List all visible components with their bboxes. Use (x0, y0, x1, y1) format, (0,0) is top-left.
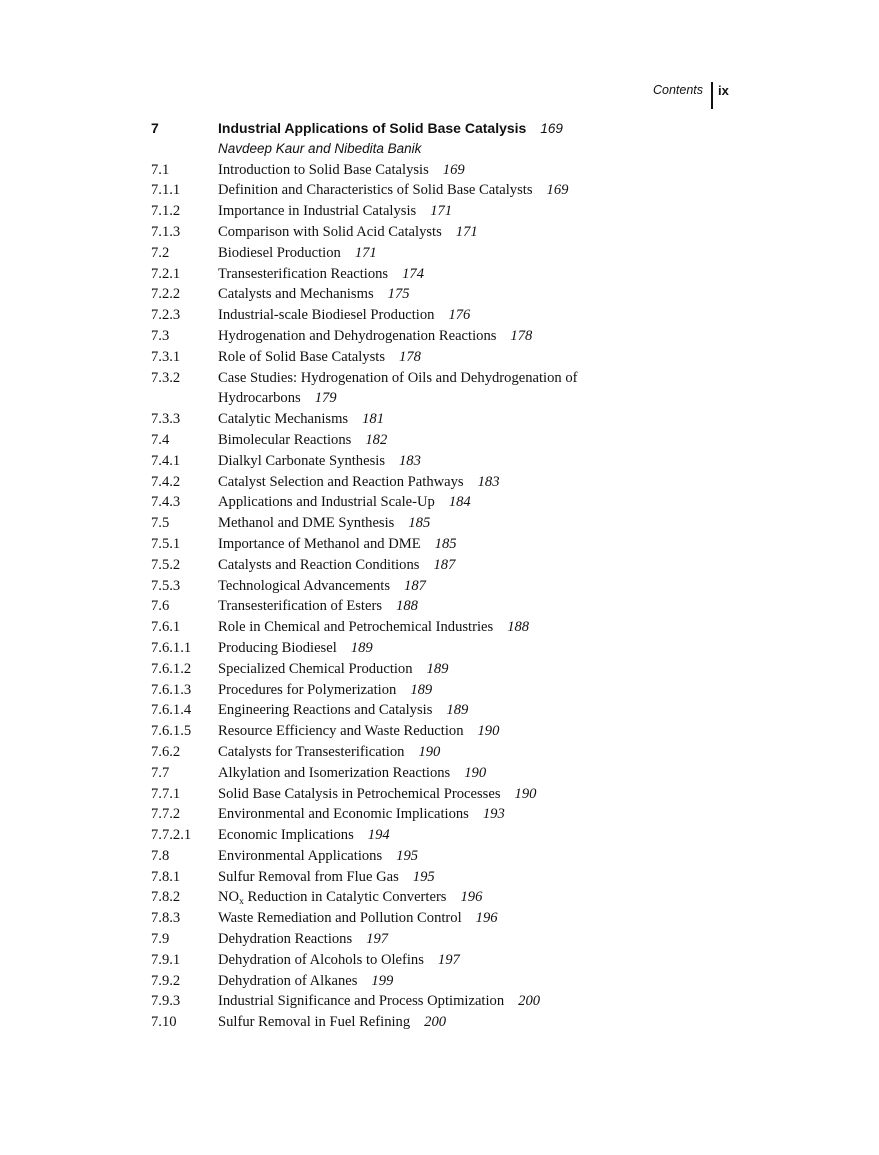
toc-entry-page: 185 (434, 535, 457, 552)
toc-entry (218, 347, 638, 368)
toc-entry-number: 7.8.3 (151, 910, 181, 927)
toc-entry-page: 178 (510, 327, 533, 344)
toc-entry-title: Catalysts and Mechanisms (218, 286, 374, 303)
toc-entry-page: 199 (371, 972, 394, 989)
toc-entry-page: 189 (446, 702, 469, 719)
toc-entry-page: 187 (404, 577, 426, 594)
toc-entry-row (0, 201, 879, 222)
page-number: ix (718, 83, 729, 98)
toc-entry-title: Producing Biodiesel (218, 639, 337, 656)
toc-entry-number: 7.5.1 (151, 535, 181, 552)
toc-entry-number: 7.3.3 (151, 411, 181, 428)
toc-entry-number: 7.8.1 (151, 868, 181, 885)
toc-entry (218, 430, 638, 451)
toc-entry-title: Catalytic Mechanisms (218, 411, 349, 428)
toc-entry-row (0, 908, 879, 929)
toc-entry (218, 409, 638, 430)
toc-entry-row (0, 804, 879, 825)
toc-entry-number: 7.7.2 (151, 806, 181, 823)
toc-entry-row (0, 1012, 879, 1033)
toc-entry (218, 846, 638, 867)
toc-entry (218, 243, 638, 264)
toc-entry-title: Procedures for Polymerization (218, 681, 397, 698)
toc-entry (218, 784, 638, 805)
toc-entry-row (0, 721, 879, 742)
toc-entry-number: 7.8 (151, 847, 170, 864)
running-header (0, 82, 879, 108)
toc-entry-number: 7.6.1.4 (151, 702, 192, 719)
toc-entry (218, 451, 638, 472)
toc-entry-row (0, 492, 879, 513)
toc-entry-title: Importance in Industrial Catalysis (218, 203, 417, 220)
toc-entry-title: Environmental Applications (218, 847, 383, 864)
toc-entry-page: 179 (314, 390, 337, 407)
toc-entry-page: 196 (475, 910, 498, 927)
toc-entry-title: Hydrogenation and Dehydrogenation Reactions (218, 327, 497, 344)
toc-entry-row (0, 846, 879, 867)
toc-entry-title: Role in Chemical and Petrochemical Industries (218, 619, 494, 636)
chapter-number: 7 (151, 120, 159, 136)
toc-entry-page: 196 (460, 889, 483, 906)
toc-entry-title: Resource Efficiency and Waste Reduction (218, 723, 464, 740)
toc-entry-number: 7.5.3 (151, 577, 181, 594)
toc-entry-number: 7.7.1 (151, 785, 181, 802)
toc-entry-row (0, 347, 879, 368)
toc-entry-page: 171 (430, 203, 453, 220)
toc-entry-page: 190 (477, 723, 500, 740)
toc-entry (218, 950, 638, 971)
toc-entry-title: Reduction in Catalytic Converters (243, 889, 447, 906)
toc-entry-number: 7.5 (151, 515, 170, 532)
toc-entry-page: 171 (455, 223, 478, 240)
toc-entry (218, 721, 638, 742)
toc-entry-title: Role of Solid Base Catalysts (218, 348, 386, 365)
toc-entry-page: 193 (482, 806, 505, 823)
toc-entry-number: 7.6.1.3 (151, 681, 192, 698)
chapter-title: Industrial Applications of Solid Base Catalysis (218, 120, 527, 136)
toc-entry-row (0, 971, 879, 992)
toc-entry (218, 576, 638, 597)
toc-entry-number: 7.3.2 (151, 369, 181, 386)
toc-entry (218, 160, 638, 181)
toc-entry-number: 7.2.1 (151, 265, 181, 282)
toc-entry-number: 7.7 (151, 764, 170, 781)
toc-entry-title-subscript: x (239, 897, 244, 908)
toc-entry (218, 825, 638, 846)
toc-entry-row (0, 617, 879, 638)
toc-entry (218, 804, 638, 825)
toc-entry-page: 200 (518, 993, 541, 1010)
toc-entry-title: Industrial Significance and Process Optimization (218, 993, 505, 1010)
toc-entry-title: Biodiesel Production (218, 244, 341, 261)
toc-entry (218, 659, 638, 680)
toc-entry-title: Dehydration Reactions (218, 931, 353, 948)
toc-entry-title: Engineering Reactions and Catalysis (218, 702, 433, 719)
toc-entry-page: 183 (477, 473, 500, 490)
toc-entry-number: 7.6.1.5 (151, 723, 192, 740)
toc-entry-title: Case Studies: Hydrogenation of Oils and Dehydrogenation of Hydrocarbons (218, 369, 578, 407)
toc-entry (218, 201, 638, 222)
toc-entry-row (0, 534, 879, 555)
toc-entry-number: 7.4.3 (151, 494, 181, 511)
toc-entry-page: 169 (442, 161, 465, 178)
toc-entry-title: Sulfur Removal in Fuel Refining (218, 1014, 411, 1031)
toc-entry-number: 7.6 (151, 598, 170, 615)
toc-entry-row (0, 700, 879, 721)
toc-entry-row (0, 680, 879, 701)
toc-entry-row (0, 784, 879, 805)
toc-entry-title: Catalysts and Reaction Conditions (218, 556, 420, 573)
toc-entry-title: Introduction to Solid Base Catalysis (218, 161, 429, 178)
toc-entry-page: 188 (396, 598, 418, 615)
toc-entry-number: 7.5.2 (151, 556, 181, 573)
toc-entry-title-prefix: NO (218, 889, 240, 906)
toc-entry (218, 908, 638, 929)
toc-entry-row (0, 950, 879, 971)
toc-entry-row (0, 929, 879, 950)
toc-entry-number: 7.9.3 (151, 993, 181, 1010)
toc-entry-page: 183 (399, 452, 421, 469)
toc-entry (218, 867, 638, 888)
toc-entry (218, 700, 638, 721)
toc-entry-number: 7.1 (151, 161, 170, 178)
toc-entry-page: 189 (350, 639, 373, 656)
toc-entry (218, 617, 638, 638)
toc-entry-number: 7.7.2.1 (151, 827, 192, 844)
toc-entry (218, 492, 638, 513)
chapter-page: 169 (540, 121, 563, 136)
toc-entry (218, 1012, 638, 1033)
toc-entry-title: Catalysts for Transesterification (218, 743, 405, 760)
toc-entry-number: 7.4.1 (151, 452, 181, 469)
toc-entry-number: 7.3 (151, 327, 170, 344)
toc-entry-number: 7.6.1.1 (151, 639, 192, 656)
toc-entry-number: 7.9 (151, 931, 170, 948)
toc-entry-page: 189 (426, 660, 449, 677)
table-of-contents (0, 118, 879, 1033)
toc-entry (218, 555, 638, 576)
toc-entry-row (0, 867, 879, 888)
toc-entry-number: 7.1.3 (151, 223, 181, 240)
toc-entry-row (0, 576, 879, 597)
toc-entry-row (0, 742, 879, 763)
toc-entry-title: Dehydration of Alkanes (218, 972, 358, 989)
toc-entry-number: 7.4 (151, 431, 170, 448)
toc-entry-row (0, 430, 879, 451)
toc-entry-row (0, 472, 879, 493)
toc-entry-title: Comparison with Solid Acid Catalysts (218, 223, 442, 240)
toc-entry-page: 185 (408, 515, 431, 532)
toc-entry-title: Definition and Characteristics of Solid Base Catalysts (218, 182, 533, 199)
toc-entry-page: 188 (507, 619, 530, 636)
toc-entry-title: Industrial-scale Biodiesel Production (218, 307, 435, 324)
toc-entry (218, 222, 638, 243)
toc-entry (218, 284, 638, 305)
toc-entry-title: Transesterification of Esters (218, 598, 383, 615)
toc-entry-page: 176 (448, 307, 471, 324)
toc-entry-number: 7.3.1 (151, 348, 181, 365)
toc-entry-page: 187 (433, 556, 456, 573)
toc-entry (218, 326, 638, 347)
toc-entry-page: 195 (396, 847, 419, 864)
toc-entry-row (0, 284, 879, 305)
toc-entry-page: 181 (362, 411, 384, 428)
toc-entry-page: 195 (412, 868, 435, 885)
toc-entry-number: 7.4.2 (151, 473, 181, 490)
toc-entry-title: Methanol and DME Synthesis (218, 515, 395, 532)
toc-entry-number: 7.2 (151, 244, 170, 261)
toc-entry-page: 171 (354, 244, 377, 261)
toc-entry-page: 200 (424, 1014, 447, 1031)
chapter-entry (218, 118, 638, 140)
toc-entry-title: Environmental and Economic Implications (218, 806, 469, 823)
toc-entry-row (0, 659, 879, 680)
toc-entry (218, 513, 638, 534)
toc-entry-row (0, 596, 879, 617)
toc-entry (218, 305, 638, 326)
toc-entry-title: Solid Base Catalysis in Petrochemical Processes (218, 785, 501, 802)
toc-entry-row (0, 305, 879, 326)
toc-entry-title: Technological Advancements (218, 577, 391, 594)
toc-entry-row (0, 763, 879, 784)
toc-entry-row (0, 991, 879, 1012)
toc-entry (218, 264, 638, 285)
toc-entry-number: 7.2.3 (151, 307, 181, 324)
toc-entry-title: Transesterification Reactions (218, 265, 389, 282)
toc-entry-page: 190 (418, 743, 441, 760)
toc-entry-number: 7.1.2 (151, 203, 181, 220)
chapter-authors-row (0, 139, 879, 160)
toc-entry (218, 180, 638, 201)
toc-entry-row (0, 326, 879, 347)
toc-entry-row (0, 825, 879, 846)
toc-entry (218, 680, 638, 701)
toc-entry-number: 7.6.2 (151, 743, 181, 760)
running-header-divider (711, 82, 713, 109)
toc-entry-row (0, 638, 879, 659)
toc-entry-row (0, 368, 879, 410)
toc-entry-number: 7.1.1 (151, 182, 181, 199)
toc-entry-row (0, 887, 879, 908)
toc-entry-row (0, 180, 879, 201)
toc-entry-title: Importance of Methanol and DME (218, 535, 421, 552)
toc-entry-title: Alkylation and Isomerization Reactions (218, 764, 451, 781)
toc-entry-page: 184 (448, 494, 471, 511)
toc-entry-page: 197 (366, 931, 389, 948)
toc-entry (218, 763, 638, 784)
toc-entry-row (0, 409, 879, 430)
toc-entry (218, 472, 638, 493)
chapter-authors: Navdeep Kaur and Nibedita Banik (218, 140, 422, 156)
toc-entry-row (0, 555, 879, 576)
toc-entry-page: 174 (402, 265, 424, 282)
toc-entry (218, 971, 638, 992)
toc-entry-title: Bimolecular Reactions (218, 431, 352, 448)
toc-entry-number: 7.6.1.2 (151, 660, 192, 677)
toc-entry (218, 742, 638, 763)
toc-entry-page: 194 (367, 827, 390, 844)
toc-entry-number: 7.9.2 (151, 972, 181, 989)
toc-entry-page: 190 (514, 785, 537, 802)
toc-entry (218, 368, 638, 410)
toc-entry-number: 7.9.1 (151, 951, 181, 968)
toc-entry-row (0, 451, 879, 472)
toc-entry-row (0, 160, 879, 181)
toc-chapter-row (0, 118, 879, 139)
toc-entry-title: Catalyst Selection and Reaction Pathways (218, 473, 464, 490)
toc-entry (218, 596, 638, 617)
toc-entry-title: Dehydration of Alcohols to Olefins (218, 951, 424, 968)
toc-entry-page: 175 (387, 286, 410, 303)
toc-entry-page: 178 (399, 348, 421, 365)
toc-entry (218, 929, 638, 950)
toc-entry-title: Applications and Industrial Scale-Up (218, 494, 435, 511)
toc-entry-number: 7.10 (151, 1014, 177, 1031)
toc-entry-page: 169 (546, 182, 569, 199)
toc-entry (218, 534, 638, 555)
toc-entry-row (0, 264, 879, 285)
toc-entry-title: Waste Remediation and Pollution Control (218, 910, 462, 927)
toc-entry (218, 638, 638, 659)
toc-entry-number: 7.6.1 (151, 619, 181, 636)
toc-entry-title: Economic Implications (218, 827, 354, 844)
toc-entries (0, 160, 879, 1033)
toc-entry-page: 182 (365, 431, 388, 448)
running-header-section: Contents (652, 83, 703, 97)
toc-entry-page: 190 (464, 764, 487, 781)
toc-entry (218, 991, 638, 1012)
toc-entry-title: Dialkyl Carbonate Synthesis (218, 452, 385, 469)
toc-entry-page: 189 (410, 681, 433, 698)
toc-entry-number: 7.8.2 (151, 889, 181, 906)
toc-entry-page: 197 (437, 951, 460, 968)
toc-entry-row (0, 222, 879, 243)
toc-entry-row (0, 243, 879, 264)
toc-entry-row (0, 513, 879, 534)
toc-entry-number: 7.2.2 (151, 286, 181, 303)
toc-entry-title: Sulfur Removal from Flue Gas (218, 868, 399, 885)
toc-entry-title: Specialized Chemical Production (218, 660, 413, 677)
toc-entry (218, 887, 638, 908)
